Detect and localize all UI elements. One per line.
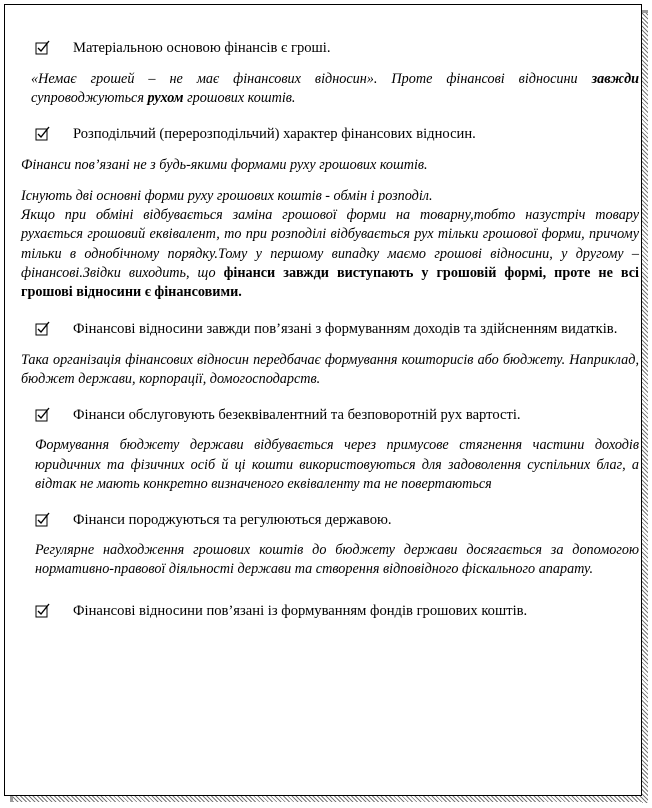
document-content (21, 39, 639, 621)
description: Регулярне надходження грошових коштів до бюджету держави досягається за допомогою нормативно-правової діяльності держави та створення відповідного фіскального апарату. (35, 542, 639, 578)
list-item (35, 406, 639, 425)
checkbox-checked-icon (35, 126, 51, 142)
description: Існують дві основні форми руху грошових коштів - обмін і розподіл. (21, 187, 433, 204)
description (21, 206, 639, 302)
list-item (35, 511, 639, 530)
description-bold: фінанси завжди виступають у грошовій формі, проте не всі грошові відносини є фінансовими. (21, 265, 639, 301)
list-item (35, 320, 639, 339)
document-frame (4, 4, 642, 796)
checkbox-checked-icon (35, 407, 51, 423)
list-item-text: Фінансові відносини пов’язані із формуванням фондів грошових коштів. (73, 602, 528, 619)
checkbox-checked-icon (35, 40, 51, 56)
description-text: грошових коштів. (183, 90, 296, 107)
description: Формування бюджету держави відбувається через примусове стягнення частини доходів юридичних та фізичних осіб й ці кошти використовуються для задоволення суспільних благ, а відтак не мають конкретно визначеного еквіваленту та не повертаються (35, 437, 639, 492)
checkbox-checked-icon (35, 321, 51, 337)
list-item (35, 602, 639, 621)
checkbox-checked-icon (35, 603, 51, 619)
list-item-text: Фінанси породжуються та регулюються державою. (73, 512, 392, 529)
description-text: супроводжуються (31, 90, 148, 107)
list-item-text: Фінанси обслуговують безеквівалентний та безповоротній рух вартості. (73, 407, 521, 424)
list-item (35, 39, 639, 58)
list-item (35, 125, 639, 144)
description-text: Якщо при обміні відбувається заміна грошової форми на товарну,тобто назустріч товару рухається грошовий еквівалент, то при розподілі відбувається рух тільки грошової форми, причому тільки в однобічному порядку.Тому у першому випадку маємо грошові відносини, у другому – фінансові.Звідки виходить, що (21, 207, 639, 282)
description-bold: завжди (591, 71, 639, 87)
description: Фінанси пов’язані не з будь-якими формами руху грошових коштів. (21, 156, 428, 173)
description-bold: рухом (147, 90, 184, 107)
list-item-text: Фінансові відносини завжди пов’язані з формуванням доходів та здійсненням видатків. (73, 320, 618, 337)
description: Така організація фінансових відносин передбачає формування кошторисів або бюджету. Наприклад, бюджет держави, корпорації, домогосподарств. (21, 351, 639, 387)
list-item-text: Матеріальною основою фінансів є гроші. (73, 40, 331, 56)
description (21, 70, 639, 109)
list-item-text: Розподільчий (перерозподільчий) характер фінансових відносин. (73, 125, 476, 142)
checkbox-checked-icon (35, 512, 51, 528)
description-text: «Немає грошей – не має фінансових відносин». Проте фінансові відносини (31, 71, 592, 87)
